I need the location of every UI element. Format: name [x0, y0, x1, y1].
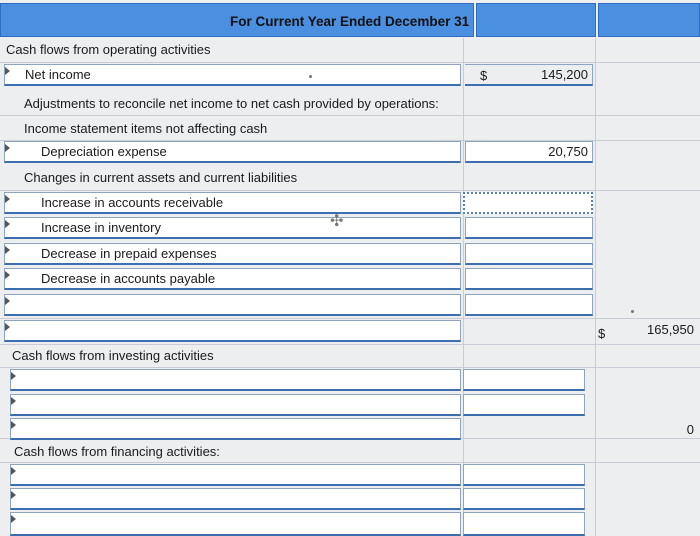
- financing-label-field-2[interactable]: [10, 488, 461, 510]
- row-marker-icon: [5, 323, 10, 331]
- row-marker-icon: [5, 297, 10, 305]
- depreciation-label: Depreciation expense: [41, 144, 167, 159]
- financing-amount-input-1[interactable]: [463, 464, 585, 486]
- header-cell-amount: [476, 3, 596, 37]
- row-divider: [0, 62, 700, 63]
- row-marker-icon: [5, 67, 10, 75]
- operating-total-amount: 165,950: [647, 322, 694, 337]
- statement-period-title: For Current Year Ended December 31: [230, 14, 470, 29]
- financing-label-field-1[interactable]: [10, 464, 461, 486]
- depreciation-label-field[interactable]: [4, 141, 461, 163]
- row-marker-icon: [11, 467, 16, 475]
- investing-section-label: Cash flows from investing activities: [12, 348, 214, 363]
- row-marker-icon: [5, 271, 10, 279]
- row-divider: [0, 462, 700, 463]
- accounts-receivable-label: Increase in accounts receivable: [41, 195, 224, 210]
- row-divider: [0, 190, 700, 191]
- financing-label-field-3[interactable]: [10, 512, 461, 536]
- financing-section-label: Cash flows from financing activities:: [14, 444, 220, 459]
- net-income-label-field[interactable]: [4, 64, 461, 86]
- payable-label-field[interactable]: [4, 268, 461, 290]
- move-cursor-icon: ✣: [330, 213, 344, 230]
- inventory-label: Increase in inventory: [41, 220, 161, 235]
- prepaid-label: Decrease in prepaid expenses: [41, 246, 217, 261]
- cursor-mark: [631, 310, 634, 313]
- adjustments-label: Adjustments to reconcile net income to net cash provided by operations:: [24, 96, 439, 111]
- investing-total-input[interactable]: [598, 420, 698, 442]
- row-marker-icon: [11, 397, 16, 405]
- operating-section-label: Cash flows from operating activities: [6, 42, 211, 57]
- depreciation-amount: 20,750: [548, 144, 588, 159]
- row-marker-icon: [5, 195, 10, 203]
- row-marker-icon: [5, 246, 10, 254]
- operating-total-input[interactable]: [612, 320, 698, 342]
- row-divider: [0, 115, 700, 116]
- net-income-amount: 145,200: [541, 67, 588, 82]
- payable-label: Decrease in accounts payable: [41, 271, 216, 286]
- row-marker-icon: [11, 491, 16, 499]
- operating-extra-label-field[interactable]: [4, 294, 461, 316]
- row-divider: [0, 318, 700, 319]
- net-income-label: Net income: [25, 67, 91, 82]
- income-statement-items-label: Income statement items not affecting cash: [24, 121, 268, 136]
- depreciation-amount-input[interactable]: [465, 141, 593, 163]
- payable-amount-input[interactable]: [465, 268, 593, 290]
- row-marker-icon: [5, 144, 10, 152]
- financing-amount-input-3[interactable]: [463, 512, 585, 536]
- row-marker-icon: [5, 220, 10, 228]
- accounts-receivable-amount-input[interactable]: [463, 192, 593, 214]
- investing-amount-input-1[interactable]: [463, 369, 585, 391]
- inventory-amount-input[interactable]: [465, 217, 593, 239]
- row-marker-icon: [11, 372, 16, 380]
- prepaid-label-field[interactable]: [4, 243, 461, 265]
- row-marker-icon: [11, 515, 16, 523]
- investing-total-amount: 0: [686, 422, 694, 437]
- operating-total-label-field[interactable]: [4, 320, 461, 342]
- accounts-receivable-label-field[interactable]: [4, 192, 461, 214]
- investing-label-field-2[interactable]: [10, 394, 461, 416]
- operating-total-currency: $: [598, 326, 606, 341]
- investing-total-label-field[interactable]: [10, 418, 461, 440]
- header-cell-total: [598, 3, 700, 37]
- row-divider: [0, 367, 700, 368]
- row-marker-icon: [11, 421, 16, 429]
- prepaid-amount-input[interactable]: [465, 243, 593, 265]
- investing-label-field-1[interactable]: [10, 369, 461, 391]
- cursor-mark: [309, 75, 312, 78]
- financing-amount-input-2[interactable]: [463, 488, 585, 510]
- row-divider: [0, 344, 700, 345]
- net-income-currency: $: [480, 68, 488, 83]
- inventory-label-field[interactable]: [4, 217, 461, 239]
- operating-extra-amount-input[interactable]: [465, 294, 593, 316]
- net-income-amount-input[interactable]: [465, 64, 593, 86]
- investing-amount-input-2[interactable]: [463, 394, 585, 416]
- changes-label: Changes in current assets and current liabilities: [24, 170, 298, 185]
